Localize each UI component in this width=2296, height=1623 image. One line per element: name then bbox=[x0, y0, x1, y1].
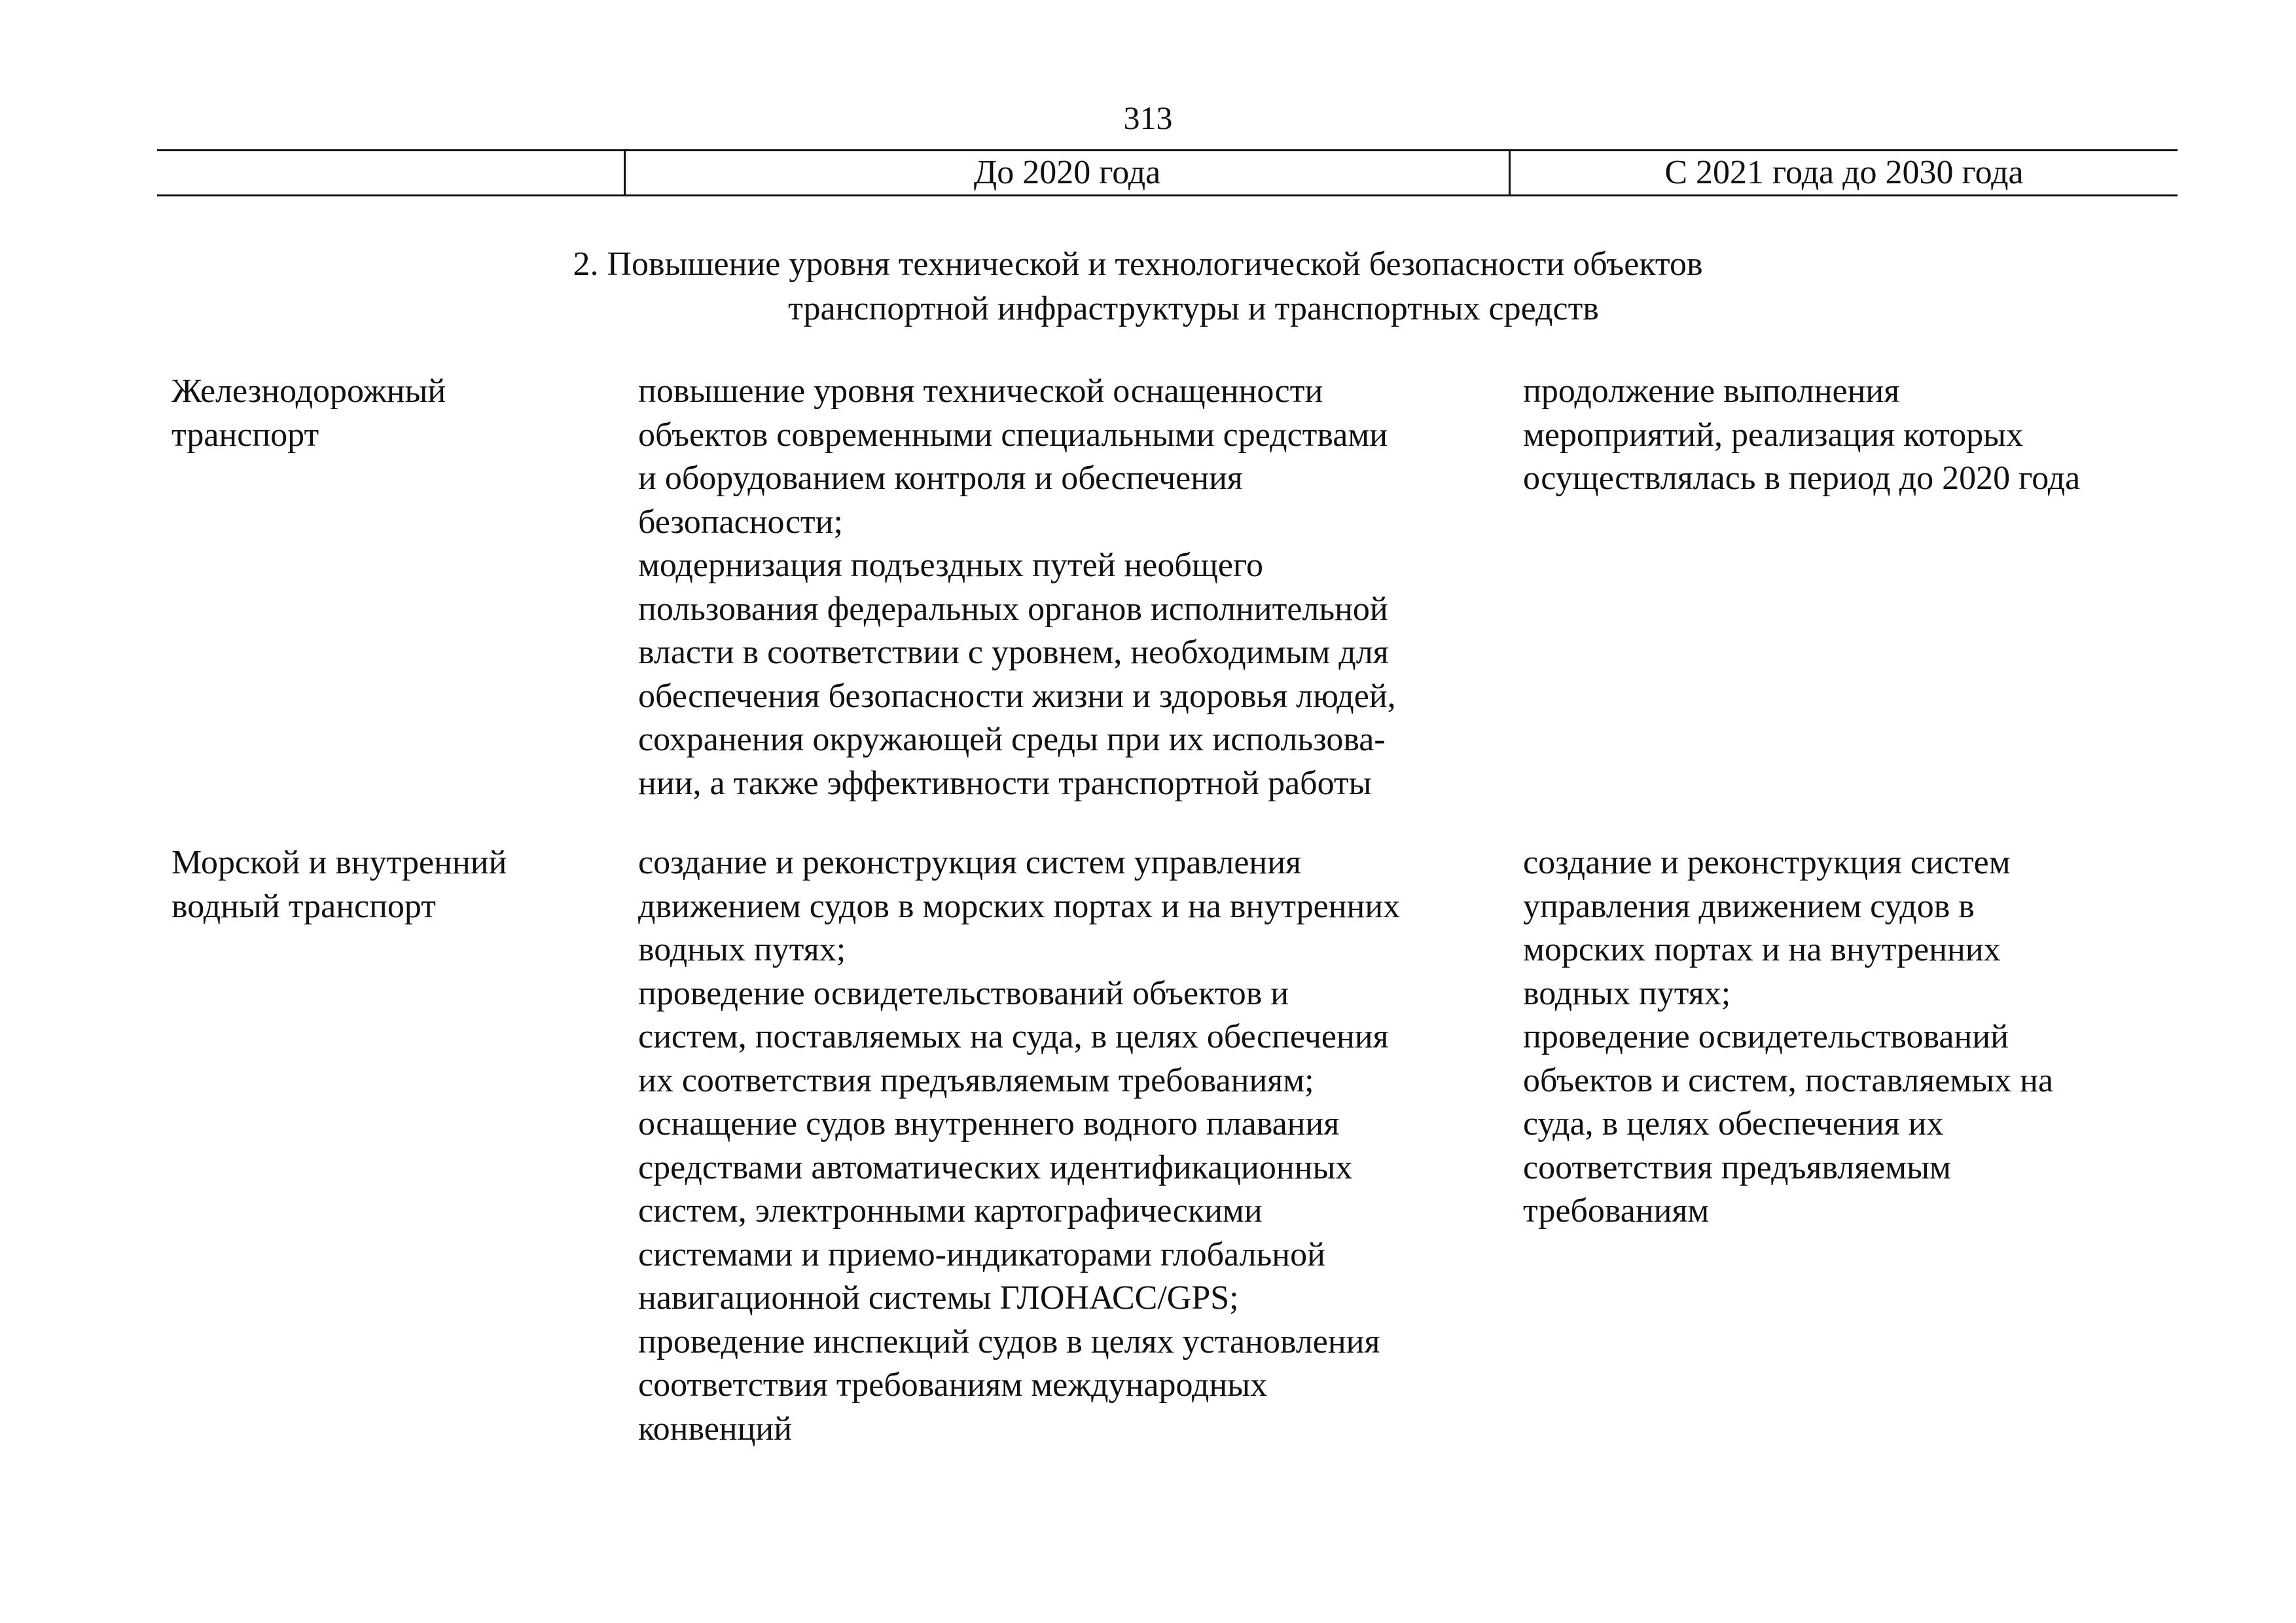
header-cell-category bbox=[157, 151, 624, 194]
row-2021-2030: продолжение выполнения мероприятий, реализация которых осуществлялась в период до 2020 года bbox=[1523, 373, 2081, 497]
section-title-line-2: транспортной инфраструктуры и транспортных средств bbox=[788, 290, 1599, 327]
header-cell-until-2020: До 2020 года bbox=[624, 151, 1509, 194]
section-title bbox=[157, 242, 2178, 331]
row-category: Железнодорожный транспорт bbox=[171, 373, 446, 454]
row-2021-2030: создание и реконструкция систем управления движением судов в морских портах и на внутренних водных путях; проведение освидетельствований объектов и систем, поставляемых на суда, в целях обеспечения их соответствия предъявляемым требованиям bbox=[1523, 844, 2054, 1230]
row-until-2020: повышение уровня технической оснащенности объектов современными специальными средствами и оборудованием контроля и обеспечения безопасности; модернизация подъездных путей необщего пользования федеральных органов исполнительной власти в соответствии с уровнем, необходимым для обеспечения безопасности жизни и здоровья людей, сохранения окружающей среды при их использова- нии, а также эффективности транспортной работы bbox=[638, 373, 1396, 802]
table-header bbox=[157, 149, 2178, 196]
row-until-2020: создание и реконструкция систем управления движением судов в морских портах и на внутренних водных путях; проведение освидетельствований объектов и систем, поставляемых на суда, в целях обеспечения их соответствия предъявляемым требованиям; оснащение судов внутреннего водного плавания средствами автоматических идентификационных систем, электронными картографическими системами и приемо-индикаторами глобальной навигационной системы ГЛОНАСС/GPS; проведение инспекций судов в целях установления соответствия требованиям международных конвенций bbox=[638, 844, 1401, 1448]
header-cell-2021-2030: С 2021 года до 2030 года bbox=[1509, 151, 2178, 194]
section-title-line-1: 2. Повышение уровня технической и технологической безопасности объектов bbox=[573, 246, 1703, 283]
page-number: 313 bbox=[1123, 100, 1173, 136]
row-category: Морской и внутренний водный транспорт bbox=[171, 844, 507, 925]
